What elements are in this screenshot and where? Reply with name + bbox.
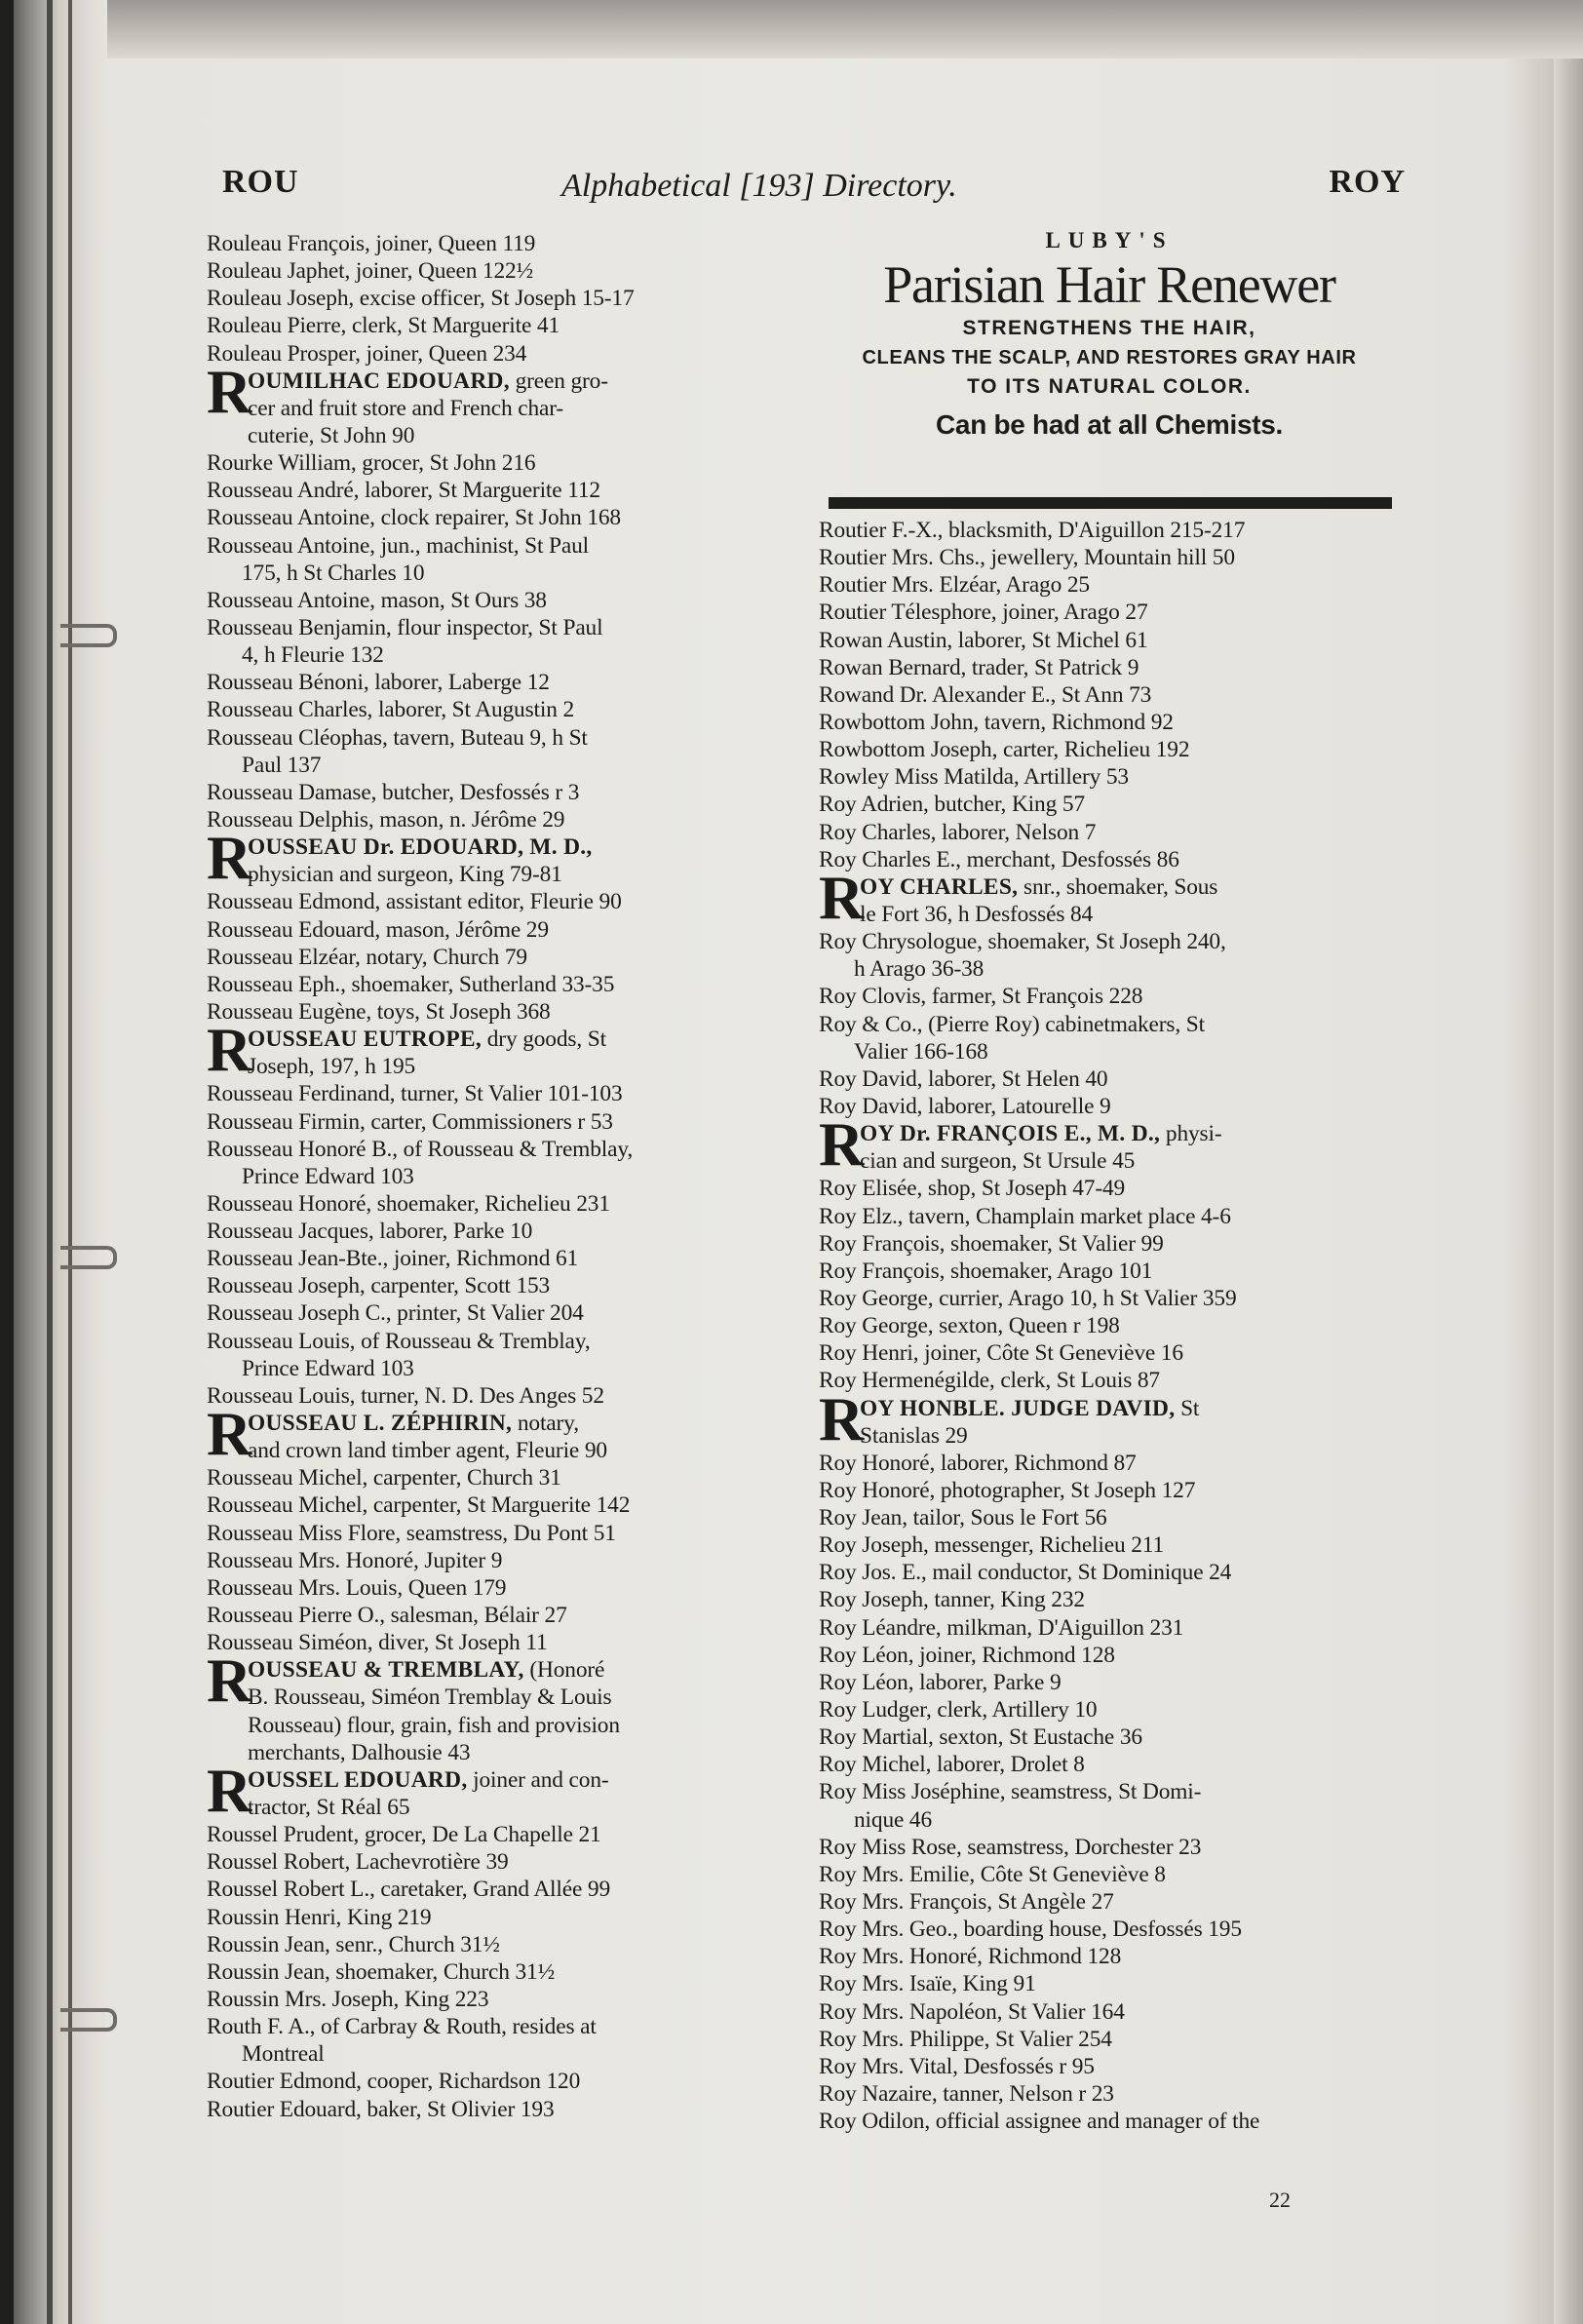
signature-mark: 22	[1269, 2188, 1291, 2212]
directory-entry: Roy Charles, laborer, Nelson 7	[819, 819, 1097, 845]
directory-entry: Rousseau Miss Flore, seamstress, Du Pont 51	[207, 1520, 616, 1546]
directory-entry: Roy Léon, joiner, Richmond 128	[819, 1642, 1115, 1668]
ad-tagline: Can be had at all Chemists.	[936, 409, 1283, 440]
featured-entry-text: and crown land timber agent, Fleurie 90	[248, 1438, 607, 1464]
directory-entry: Rousseau Eugène, toys, St Joseph 368	[207, 998, 551, 1025]
ad-line-1: STRENGTHENS THE HAIR,	[962, 317, 1256, 339]
directory-entry: Rowan Austin, laborer, St Michel 61	[819, 627, 1148, 653]
directory-entry: Roy George, sexton, Queen r 198	[819, 1313, 1120, 1339]
directory-entry: Rousseau Edouard, mason, Jérôme 29	[207, 916, 549, 943]
directory-entry: Rowan Bernard, trader, St Patrick 9	[819, 654, 1139, 680]
directory-entry: Rousseau Louis, turner, N. D. Des Anges 52	[207, 1382, 604, 1409]
book-binding	[0, 0, 107, 2324]
directory-entry: Roy Jean, tailor, Sous le Fort 56	[819, 1505, 1107, 1531]
featured-entry-text: le Fort 36, h Desfossés 84	[860, 901, 1094, 927]
directory-entry: Rousseau Elzéar, notary, Church 79	[207, 944, 527, 970]
featured-entry-name: OUSSEAU EUTROPE,	[248, 1026, 483, 1053]
featured-entry-line	[248, 1794, 795, 1821]
drop-initial: R	[207, 1399, 252, 1469]
drop-initial: R	[207, 356, 252, 426]
featured-entry-text: physi-	[1160, 1121, 1222, 1147]
drop-initial: R	[819, 1109, 865, 1180]
featured-entry-name: OUSSEAU L. ZÉPHIRIN,	[248, 1411, 513, 1437]
directory-entry: Rousseau Charles, laborer, St Augustin 2	[207, 697, 575, 723]
directory-entry: Rousseau Louis, of Rousseau & Tremblay,	[207, 1328, 591, 1354]
directory-entry: Roy Miss Joséphine, seamstress, St Domi-	[819, 1779, 1202, 1805]
featured-entry-line	[248, 1410, 795, 1437]
ad-maker: LUBY'S	[1045, 228, 1174, 252]
featured-entry-line	[860, 1395, 1404, 1422]
directory-entry: Roy Mrs. Philippe, St Valier 254	[819, 2026, 1112, 2052]
featured-entry-line	[248, 833, 795, 861]
directory-entry: Rowley Miss Matilda, Artillery 53	[819, 764, 1129, 791]
binding-strip	[68, 0, 72, 2324]
directory-entry: Rousseau Ferdinand, turner, St Valier 101-103	[207, 1081, 623, 1107]
drop-initial: R	[207, 1755, 252, 1825]
directory-entry: Rousseau Joseph C., printer, St Valier 204	[207, 1300, 584, 1327]
advertisement	[823, 228, 1396, 511]
ad-line-2: CLEANS THE SCALP, AND RESTORES GRAY HAIR	[862, 347, 1357, 368]
directory-entry: Roussel Robert, Lachevrotière 39	[207, 1849, 509, 1876]
directory-entry: Rowbottom Joseph, carter, Richelieu 192	[819, 737, 1190, 763]
directory-entry: Rousseau Edmond, assistant editor, Fleurie 90	[207, 889, 622, 915]
featured-entry	[819, 862, 1404, 932]
binding-ring-icon	[60, 1246, 117, 1269]
featured-entry-line	[248, 1766, 795, 1794]
directory-entry: Roy Nazaire, tanner, Nelson r 23	[819, 2081, 1114, 2108]
featured-entry-line	[248, 422, 795, 449]
featured-entry-text: green gro-	[509, 368, 608, 394]
directory-entry: Routh F. A., of Carbray & Routh, resides at	[207, 2014, 597, 2040]
featured-entry-text: Rousseau) flour, grain, fish and provision	[248, 1712, 620, 1738]
directory-entry: Routier Mrs. Elzéar, Arago 25	[819, 572, 1090, 599]
directory-entry: Rouleau Joseph, excise officer, St Joseph 15-17	[207, 286, 635, 312]
drop-initial: R	[819, 1383, 865, 1453]
binding-strip	[0, 0, 14, 2324]
drop-initial: R	[819, 862, 865, 932]
featured-entry-line	[248, 395, 795, 422]
featured-entry	[207, 1399, 795, 1469]
directory-entry: Rousseau Antoine, mason, St Ours 38	[207, 587, 547, 613]
featured-entry-line	[248, 1684, 795, 1711]
directory-entry: Roy Elz., tavern, Champlain market place 4-6	[819, 1203, 1231, 1229]
featured-entry-text: physician and surgeon, King 79-81	[248, 862, 562, 888]
featured-entry-line	[248, 1656, 795, 1684]
binding-ring-icon	[60, 2008, 117, 2032]
featured-entry-line	[248, 1026, 795, 1053]
featured-entry-line	[860, 901, 1404, 928]
featured-entry-name: OY HONBLE. JUDGE DAVID,	[860, 1395, 1176, 1421]
featured-entry-text: snr., shoemaker, Sous	[1018, 873, 1218, 900]
directory-entry: Rousseau Benjamin, flour inspector, St Paul	[207, 614, 603, 640]
directory-entry: Rousseau Pierre O., salesman, Bélair 27	[207, 1603, 567, 1629]
ad-rule	[829, 497, 1392, 509]
directory-entry: Rousseau Firmin, carter, Commissioners r 53	[207, 1108, 613, 1135]
directory-entry: Roy Mrs. Isaïe, King 91	[819, 1971, 1036, 1997]
directory-entry: Roy Clovis, farmer, St François 228	[819, 984, 1143, 1010]
featured-entry-text: cer and fruit store and French char-	[248, 395, 564, 421]
page-right-edge	[1554, 58, 1583, 2324]
directory-entry: Roy François, shoemaker, St Valier 99	[819, 1230, 1164, 1257]
drop-initial: R	[207, 823, 252, 893]
directory-entry: Roy Joseph, tanner, King 232	[819, 1587, 1085, 1613]
featured-entry-name: OUMILHAC EDOUARD,	[248, 368, 510, 394]
featured-entry-line	[860, 1147, 1404, 1175]
directory-entry: Roy Hermenégilde, clerk, St Louis 87	[819, 1368, 1160, 1394]
featured-entry	[207, 823, 795, 893]
directory-entry: Rowand Dr. Alexander E., St Ann 73	[819, 681, 1152, 708]
featured-entry-text: notary,	[512, 1411, 579, 1437]
directory-entry: Rowbottom John, tavern, Richmond 92	[819, 709, 1174, 735]
featured-entry-text: St	[1175, 1395, 1200, 1421]
header-left-guide: ROU	[222, 164, 299, 200]
directory-entry-continuation: Prince Edward 103	[242, 1163, 414, 1189]
featured-entry-line	[248, 861, 795, 888]
directory-entry: Rousseau Honoré B., of Rousseau & Tremblay,	[207, 1136, 634, 1162]
directory-entry: Roy Jos. E., mail conductor, St Dominique 24	[819, 1560, 1232, 1586]
featured-entry-text: Joseph, 197, h 195	[248, 1054, 416, 1080]
directory-entry-continuation: Montreal	[242, 2041, 325, 2068]
directory-entry: Rousseau Michel, carpenter, St Marguerite 142	[207, 1492, 631, 1519]
directory-entry: Rousseau Delphis, mason, n. Jérôme 29	[207, 806, 565, 833]
directory-entry: Roy Léon, laborer, Parke 9	[819, 1669, 1062, 1695]
featured-entry-name: OY CHARLES,	[860, 873, 1019, 900]
directory-entry: Rousseau Siméon, diver, St Joseph 11	[207, 1630, 548, 1656]
featured-entry	[819, 1109, 1404, 1180]
directory-entry: Roy Mrs. Vital, Desfossés r 95	[819, 2053, 1095, 2079]
directory-entry: Rousseau Antoine, jun., machinist, St Paul	[207, 532, 589, 559]
directory-entry-continuation: Paul 137	[242, 752, 322, 778]
featured-entry-name: OY Dr. FRANÇOIS E., M. D.,	[860, 1121, 1161, 1147]
featured-entry-line	[860, 873, 1404, 901]
featured-entry-text: dry goods, St	[482, 1026, 606, 1053]
featured-entry-text: cuterie, St John 90	[248, 422, 415, 448]
running-header	[222, 164, 1406, 213]
page-top-edge	[107, 0, 1583, 58]
directory-entry: Rousseau Jean-Bte., joiner, Richmond 61	[207, 1246, 579, 1272]
right-column	[819, 517, 1404, 2135]
featured-entry-text: tractor, St Réal 65	[248, 1795, 410, 1821]
featured-entry-name: OUSSEAU Dr. EDOUARD, M. D.,	[248, 834, 593, 861]
header-title: Alphabetical [193] Directory.	[561, 168, 957, 204]
directory-entry: Rousseau Jacques, laborer, Parke 10	[207, 1219, 533, 1245]
directory-entry: Rousseau Eph., shoemaker, Sutherland 33-35	[207, 971, 615, 997]
directory-entry: Rousseau Joseph, carpenter, Scott 153	[207, 1273, 551, 1299]
directory-entry: Roy Adrien, butcher, King 57	[819, 792, 1085, 818]
directory-entry: Rousseau Cléophas, tavern, Buteau 9, h St	[207, 724, 588, 751]
featured-entry-text: joiner and con-	[467, 1766, 609, 1793]
directory-entry: Roy Mrs. Emilie, Côte St Geneviève 8	[819, 1861, 1166, 1887]
featured-entry-name: OUSSEAU & TREMBLAY,	[248, 1657, 524, 1684]
directory-entry: Rouleau Pierre, clerk, St Marguerite 41	[207, 313, 560, 339]
directory-entry: Roussin Henri, King 219	[207, 1904, 432, 1930]
featured-entry-line	[860, 1120, 1404, 1147]
directory-entry: Roy & Co., (Pierre Roy) cabinetmakers, St	[819, 1011, 1205, 1037]
directory-entry: Roy George, currier, Arago 10, h St Valier 359	[819, 1285, 1237, 1311]
directory-entry: Rourke William, grocer, St John 216	[207, 450, 536, 477]
directory-entry: Roy Léandre, milkman, D'Aiguillon 231	[819, 1614, 1184, 1641]
drop-initial: R	[207, 1015, 252, 1085]
directory-entry: Rousseau Damase, butcher, Desfossés r 3	[207, 779, 580, 805]
directory-entry: Rousseau Bénoni, laborer, Laberge 12	[207, 670, 550, 696]
directory-entry: Routier Edouard, baker, St Olivier 193	[207, 2096, 555, 2122]
directory-entry: Roy Chrysologue, shoemaker, St Joseph 240,	[819, 929, 1226, 955]
featured-entry-text: cian and surgeon, St Ursule 45	[860, 1148, 1136, 1175]
directory-entry: Roy Mrs. Geo., boarding house, Desfossés 195	[819, 1917, 1242, 1943]
featured-entry	[207, 356, 795, 449]
header-right-guide: ROY	[1329, 164, 1406, 200]
ad-title: Parisian Hair Renewer	[883, 255, 1335, 314]
featured-entry-text: merchants, Dalhousie 43	[248, 1739, 471, 1765]
directory-entry: Rousseau Mrs. Louis, Queen 179	[207, 1574, 507, 1601]
directory-entry: Roy Ludger, clerk, Artillery 10	[819, 1697, 1098, 1724]
directory-entry: Roussin Jean, senr., Church 31½	[207, 1931, 500, 1957]
featured-entry	[207, 1015, 795, 1085]
directory-entry: Routier Mrs. Chs., jewellery, Mountain hill 50	[819, 545, 1235, 571]
directory-entry-continuation: nique 46	[854, 1806, 933, 1833]
directory-entry: Rousseau André, laborer, St Marguerite 112	[207, 478, 600, 504]
directory-entry: Rouleau Prosper, joiner, Queen 234	[207, 340, 527, 367]
directory-entry: Rousseau Antoine, clock repairer, St John 168	[207, 505, 621, 531]
directory-entry-continuation: Valier 166-168	[854, 1038, 988, 1065]
directory-entry: Roussin Mrs. Joseph, King 223	[207, 1987, 489, 2012]
featured-entry-text: B. Rousseau, Siméon Tremblay & Louis	[248, 1685, 612, 1711]
featured-entry-line	[248, 1712, 795, 1739]
directory-entry: Roy Honoré, laborer, Richmond 87	[819, 1450, 1137, 1476]
left-column	[207, 230, 795, 2123]
directory-entry: Roy Mrs. Napoléon, St Valier 164	[819, 1998, 1125, 2025]
featured-entry-line	[248, 1053, 795, 1080]
directory-entry-continuation: 4, h Fleurie 132	[242, 642, 384, 669]
directory-entry: Roy Mrs. François, St Angèle 27	[819, 1889, 1114, 1916]
directory-entry: Roussel Robert L., caretaker, Grand Allée 99	[207, 1877, 611, 1903]
directory-entry: Roy Charles E., merchant, Desfossés 86	[819, 846, 1179, 872]
directory-entry: Routier F.-X., blacksmith, D'Aiguillon 215-217	[819, 518, 1246, 543]
directory-entry: Roy Martial, sexton, St Eustache 36	[819, 1724, 1142, 1751]
binding-ring-icon	[60, 624, 117, 647]
directory-entry: Roy Odilon, official assignee and manager of the	[819, 2109, 1260, 2135]
directory-entry: Roy Elisée, shop, St Joseph 47-49	[819, 1176, 1126, 1202]
directory-entry: Routier Télesphore, joiner, Arago 27	[819, 600, 1148, 626]
directory-entry: Roy Henri, joiner, Côte St Geneviève 16	[819, 1340, 1183, 1367]
featured-entry-text: (Honoré	[523, 1657, 605, 1684]
binding-strip	[47, 0, 53, 2324]
directory-entry: Roy David, laborer, Latourelle 9	[819, 1093, 1111, 1119]
directory-entry: Rouleau François, joiner, Queen 119	[207, 231, 536, 256]
directory-entry-continuation: Prince Edward 103	[242, 1355, 414, 1381]
directory-entry: Roy David, laborer, St Helen 40	[819, 1065, 1108, 1092]
featured-entry-line	[860, 1422, 1404, 1450]
directory-entry: Roy Joseph, messenger, Richelieu 211	[819, 1532, 1164, 1559]
directory-entry: Roussel Prudent, grocer, De La Chapelle 21	[207, 1822, 601, 1848]
featured-entry-name: OUSSEL EDOUARD,	[248, 1766, 468, 1793]
directory-entry: Roussin Jean, shoemaker, Church 31½	[207, 1958, 555, 1985]
featured-entry-line	[248, 368, 795, 395]
directory-entry-continuation: 175, h St Charles 10	[242, 560, 425, 586]
drop-initial: R	[207, 1646, 252, 1716]
featured-entry-line	[248, 1437, 795, 1464]
directory-entry: Rousseau Mrs. Honoré, Jupiter 9	[207, 1547, 503, 1573]
directory-entry: Roy Michel, laborer, Drolet 8	[819, 1752, 1085, 1778]
directory-entry: Rousseau Honoré, shoemaker, Richelieu 231	[207, 1190, 610, 1217]
featured-entry	[819, 1383, 1404, 1453]
featured-entry	[207, 1755, 795, 1825]
directory-entry-continuation: h Arago 36-38	[854, 956, 985, 983]
directory-entry: Roy François, shoemaker, Arago 101	[819, 1258, 1153, 1284]
directory-entry: Routier Edmond, cooper, Richardson 120	[207, 2069, 581, 2095]
featured-entry-line	[248, 1739, 795, 1766]
featured-entry-text: Stanislas 29	[860, 1422, 968, 1449]
directory-entry: Rousseau Michel, carpenter, Church 31	[207, 1465, 561, 1491]
featured-entry	[207, 1646, 795, 1766]
directory-entry: Roy Mrs. Honoré, Richmond 128	[819, 1944, 1122, 1970]
directory-entry: Roy Miss Rose, seamstress, Dorchester 23	[819, 1834, 1202, 1860]
directory-entry: Rouleau Japhet, joiner, Queen 122½	[207, 258, 533, 285]
ad-line-3: TO ITS NATURAL COLOR.	[967, 375, 1252, 398]
directory-entry: Roy Honoré, photographer, St Joseph 127	[819, 1477, 1196, 1503]
